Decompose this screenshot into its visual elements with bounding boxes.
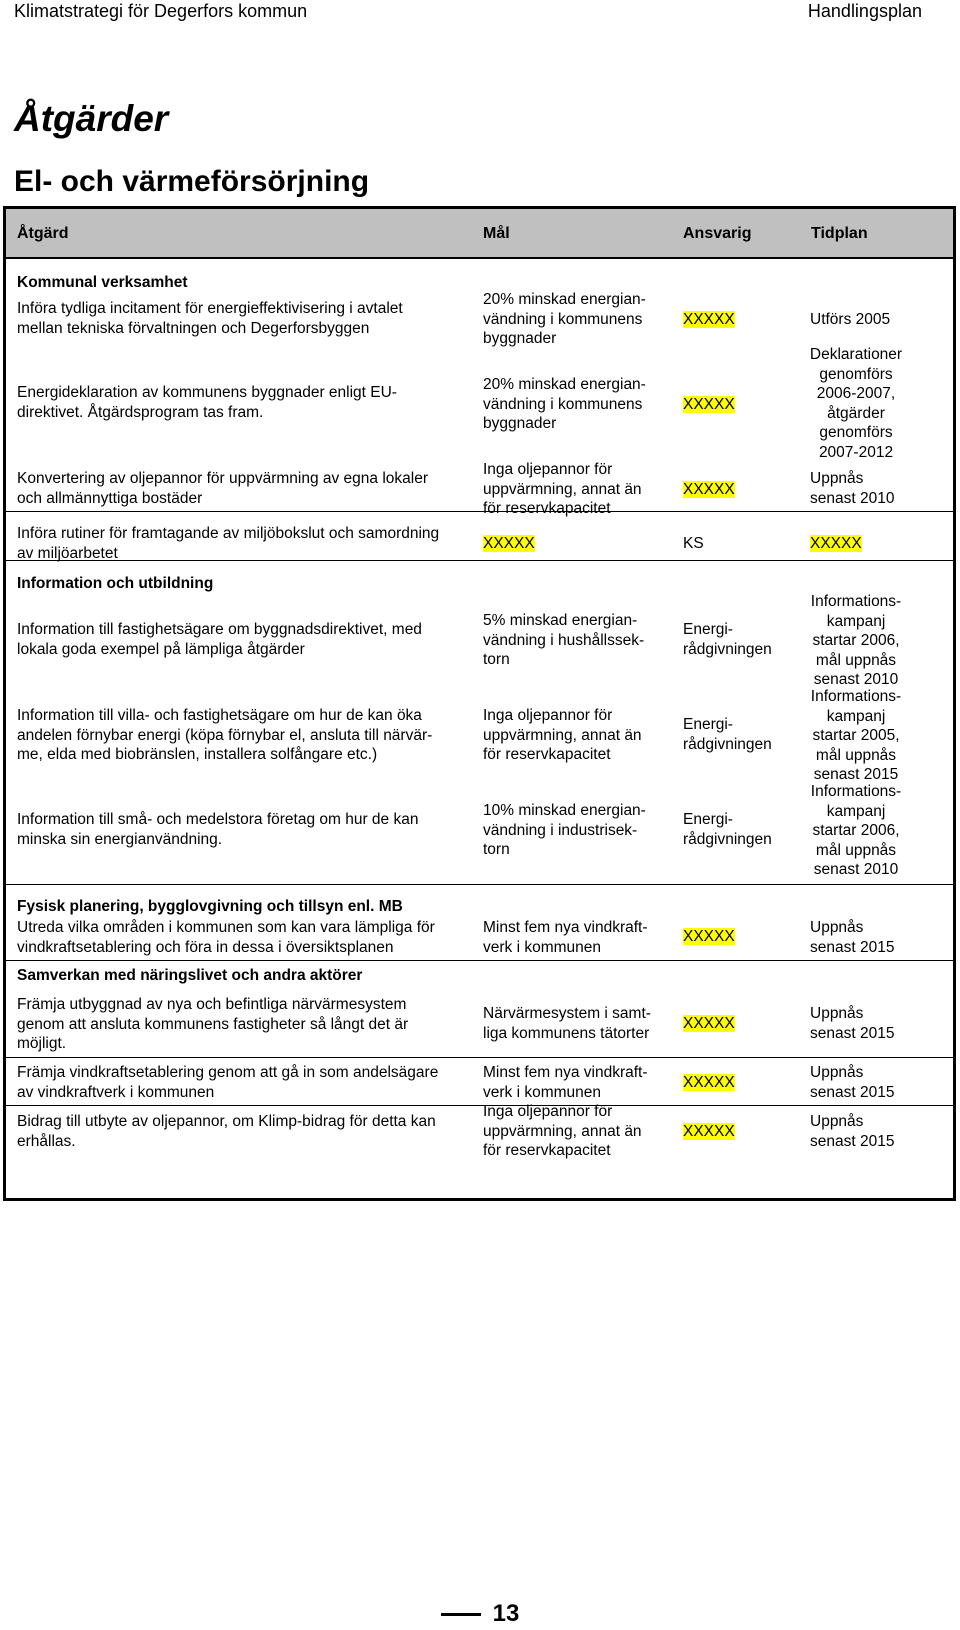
goal-text: Minst fem nya vindkraft- verk i kommunen [483, 919, 648, 956]
schedule-text: Uppnås senast 2015 [810, 1113, 895, 1150]
section-heading: Samverkan med näringslivet och andra aktörer [17, 967, 363, 984]
col-header-ansvarig: Ansvarig [683, 225, 752, 242]
row-divider [6, 1105, 953, 1106]
schedule-text: Utförs 2005 [810, 311, 891, 328]
goal-text: Inga oljepannor för uppvärmning, annat än för reservkapacitet [483, 1103, 642, 1159]
action-text: Införa rutiner för framtagande av miljöbokslut och samordning av miljöarbetet [17, 525, 440, 562]
page-subtitle: El- och värmeförsörjning [14, 165, 370, 198]
section-divider [6, 960, 953, 961]
schedule-text: Uppnås senast 2015 [810, 1005, 895, 1042]
row-divider [6, 1057, 953, 1058]
goal-text: Närvärmesystem i samt- liga kommunens tätorter [483, 1005, 651, 1042]
col-header-mal: Mål [483, 225, 510, 242]
responsible-text: XXXXX [683, 1015, 735, 1032]
header-right: Handlingsplan [807, 1, 922, 21]
action-text: Bidrag till utbyte av oljepannor, om Klimp-bidrag för detta kan erhållas. [17, 1113, 436, 1150]
section-heading: Kommunal verksamhet [17, 274, 188, 291]
goal-text: 10% minskad energian- vändning i industrisek- torn [483, 802, 646, 858]
goal-text: Inga oljepannor för uppvärmning, annat än för reservkapacitet [483, 461, 642, 517]
section-heading: Fysisk planering, bygglovgivning och tillsyn enl. MB [17, 898, 403, 915]
responsible-text: Energi- rådgivningen [683, 621, 772, 658]
col-header-atgard: Åtgärd [17, 225, 69, 242]
goal-text: 5% minskad energian- vändning i hushållssek- torn [483, 612, 645, 668]
responsible-text: XXXXX [683, 311, 735, 328]
responsible-text: XXXXX [683, 928, 735, 945]
action-text: Information till villa- och fastighetsägare om hur de kan öka andelen förnybar energi (köpa förnybar el, ansluta till närvär- me, elda med biobränslen, installera solfångare etc.) [17, 707, 433, 763]
row-divider [6, 511, 953, 512]
goal-text: XXXXX [483, 535, 535, 552]
action-text: Energideklaration av kommunens byggnader enligt EU- direktivet. Åtgärdsprogram tas fram. [17, 384, 397, 421]
action-text: Information till små- och medelstora företag om hur de kan minska sin energianvändning. [17, 811, 419, 848]
schedule-text: Informations- kampanj startar 2006, mål uppnås senast 2010 [810, 783, 902, 878]
responsible-text: XXXXX [683, 1074, 735, 1091]
schedule-text: XXXXX [810, 535, 862, 552]
action-text: Införa tydliga incitament för energieffektivisering i avtalet mellan tekniska förvaltningen och Degerforsbyggen [17, 300, 403, 337]
action-text: Utreda vilka områden i kommunen som kan vara lämpliga för vindkraftsetablering och föra in dessa i översiktsplanen [17, 919, 435, 956]
action-text: Främja utbyggnad av nya och befintliga närvärmesystem genom att ansluta kommunens fastigheter så långt det är möjligt. [17, 996, 409, 1052]
action-text: Konvertering av oljepannor för uppvärmning av egna lokaler och allmännyttiga bostäder [17, 470, 428, 507]
responsible-text: XXXXX [683, 481, 735, 498]
schedule-text: Deklarationer genomförs 2006-2007, åtgärder genomförs 2007-2012 [809, 346, 903, 461]
section-divider [6, 560, 953, 561]
header-left: Klimatstrategi för Degerfors kommun [14, 1, 308, 21]
page-number-dash [441, 1613, 481, 1616]
goal-text: Inga oljepannor för uppvärmning, annat än för reservkapacitet [483, 707, 642, 763]
schedule-text: Informations- kampanj startar 2006, mål uppnås senast 2010 [810, 593, 902, 688]
responsible-text: XXXXX [683, 396, 735, 413]
schedule-text: Informations- kampanj startar 2005, mål uppnås senast 2015 [810, 688, 902, 783]
responsible-text: Energi- rådgivningen [683, 716, 772, 753]
responsible-text: KS [683, 535, 704, 552]
responsible-text: Energi- rådgivningen [683, 811, 772, 848]
table-header [6, 209, 953, 259]
page-number: 13 [0, 1600, 960, 1628]
col-header-tidplan: Tidplan [811, 225, 868, 242]
schedule-text: Uppnås senast 2010 [810, 470, 895, 507]
goal-text: Minst fem nya vindkraft- verk i kommunen [483, 1064, 648, 1101]
goal-text: 20% minskad energian- vändning i kommunens byggnader [483, 291, 646, 347]
schedule-text: Uppnås senast 2015 [810, 1064, 895, 1101]
schedule-text: Uppnås senast 2015 [810, 919, 895, 956]
responsible-text: XXXXX [683, 1123, 735, 1140]
section-heading: Information och utbildning [17, 575, 214, 592]
section-divider [6, 884, 953, 885]
action-text: Främja vindkraftsetablering genom att gå in som andelsägare av vindkraftverk i kommunen [17, 1064, 439, 1101]
action-text: Information till fastighetsägare om byggnadsdirektivet, med lokala goda exempel på lämpliga åtgärder [17, 621, 422, 658]
page-title: Åtgärder [14, 98, 169, 139]
action-table [3, 206, 956, 1201]
goal-text: 20% minskad energian- vändning i kommunens byggnader [483, 376, 646, 432]
